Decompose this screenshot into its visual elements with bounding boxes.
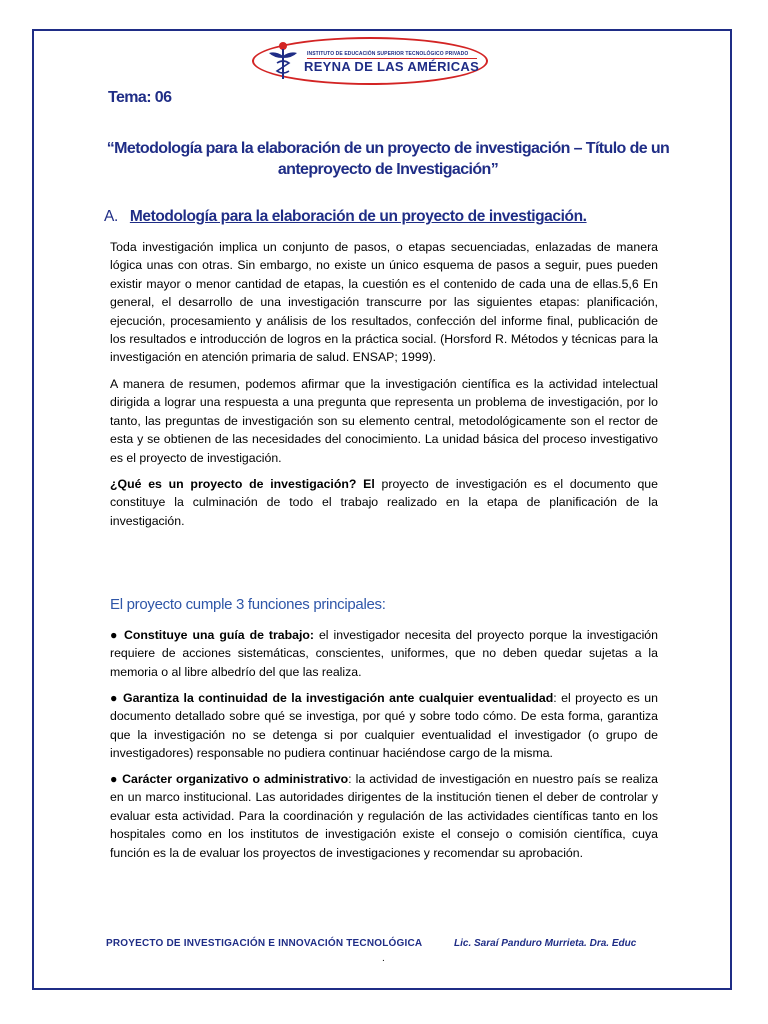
footer-course-name: PROYECTO DE INVESTIGACIÓN E INNOVACIÓN TECNOLÓGICA	[106, 938, 423, 949]
function-item	[110, 770, 658, 862]
section-a-heading	[104, 208, 587, 226]
function-text: el investigador necesita del proyecto porque la investigación requiere de acciones sistemáticas, conscientes, uniformes, que no deben quedar sujetas a la memoria o al libre albedrío del que las realiza.	[110, 628, 658, 679]
definition-answer: proyecto de investigación es el documento que constituye la culminación de todo el trabajo realizado en la etapa de planificación de la investigación.	[110, 477, 658, 528]
document-title: “Metodología para la elaboración de un proyecto de investigación – Título de un anteproyecto de Investigación”	[106, 140, 670, 178]
footer-dot: .	[382, 953, 385, 964]
section-a-text: Metodología para la elaboración de un proyecto de investigación.	[129, 208, 587, 225]
logo-institute-type: INSTITUTO DE EDUCACIÓN SUPERIOR TECNOLÓGICO PRIVADO	[307, 51, 469, 57]
function-title: Constituye una guía de trabajo:	[123, 628, 314, 642]
topic-number: Tema: 06	[108, 89, 172, 106]
bullet-icon: ●	[110, 772, 123, 786]
functions-heading: El proyecto cumple 3 funciones principales:	[110, 596, 386, 613]
bullet-icon: ●	[110, 691, 123, 705]
paragraph-definition	[110, 475, 658, 530]
section-letter: A.	[104, 208, 118, 225]
footer-author: Lic. Saraí Panduro Murrieta. Dra. Educ	[454, 938, 637, 949]
logo-institute-name: REYNA DE LAS AMÉRICAS	[304, 59, 480, 74]
function-item	[110, 626, 658, 681]
bullet-icon: ●	[110, 628, 124, 642]
function-text: : el proyecto es un documento detallado sobre qué se investiga, por qué y sobre todo cómo. De esta forma, garantiza que la investigación no se detenga si por cualquier eventualidad el investigador (o grupo de investigadores) responsable no pudiera continuar haciéndose cargo de la misma.	[110, 691, 658, 761]
definition-question: ¿Qué es un proyecto de investigación? El	[110, 477, 375, 491]
function-title: Garantiza la continuidad de la investigación ante cualquier eventualidad	[123, 691, 554, 705]
institute-logo	[252, 37, 488, 87]
function-title: Carácter organizativo o administrativo	[122, 772, 349, 786]
paragraph-summary: A manera de resumen, podemos afirmar que la investigación científica es la actividad intelectual dirigida a lograr una respuesta a una pregunta que representa un problema de investigación, por lo tanto, las preguntas de investigación son su elemento central, metodológicamente son el rector de esta y se obtienen de las necesidades del conocimiento. La unidad básica del proceso investigativo es el proyecto de investigación.	[110, 377, 658, 465]
paragraph-stages: Toda investigación implica un conjunto de pasos, o etapas secuenciadas, enlazadas de manera lógica unas con otras. Sin embargo, no existe un único esquema de pasos a seguir, pues pueden existir mayor o menor cantidad de etapas, la cuestión es el contenido de cada una de ellas.5,6 En general, el desarrollo de una investigación transcurre por las siguientes etapas: planificación, ejecución, procesamiento y análisis de los resultados, confección del informe final, publicación de los resultados e introducción de logros en la práctica social. (Horsford R. Métodos y técnicas para la investigación en atención primaria de salud. ENSAP; 1999).	[110, 240, 658, 365]
function-text: : la actividad de investigación en nuestro país se realiza en un marco institucional. Las autoridades dirigentes de la institución tienen el deber de controlar y evaluar esta actividad. Para la coordinación y regulación de las actividades científicas tanto en los hospitales como en los institutos de investigación existe el consejo o comisión científica, cuya función es la de evaluar los proyectos de investigaciones y recomendar su aprobación.	[110, 772, 658, 860]
caduceus-icon	[266, 39, 300, 83]
function-item	[110, 689, 658, 763]
